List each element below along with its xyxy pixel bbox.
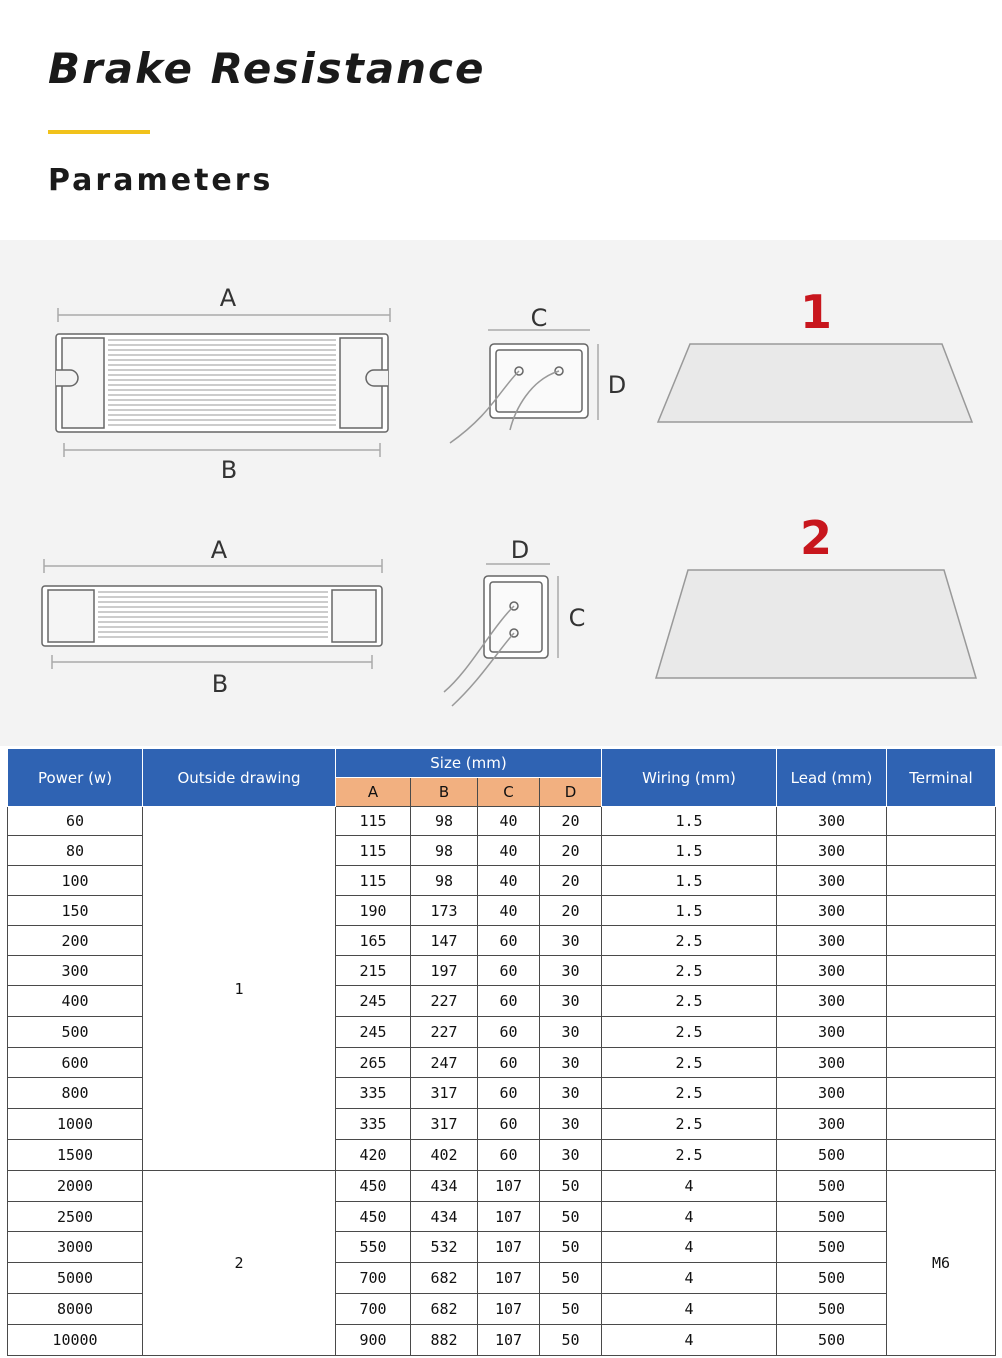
model-2-label-d: D xyxy=(510,536,530,564)
cell-lead: 300 xyxy=(777,956,887,986)
cell-power: 800 xyxy=(8,1078,143,1109)
header-lead: Lead (mm) xyxy=(777,749,887,807)
cell-terminal-empty xyxy=(887,836,996,866)
cell-outside-drawing: 2 xyxy=(143,1171,336,1356)
cell-power: 2000 xyxy=(8,1171,143,1202)
cell-terminal: M6 xyxy=(887,1171,996,1356)
model-1-end-view xyxy=(450,330,598,443)
cell-size-c: 107 xyxy=(478,1325,540,1356)
header-size-a: A xyxy=(336,778,411,807)
cell-size-a: 700 xyxy=(336,1294,411,1325)
cell-size-d: 50 xyxy=(540,1232,602,1263)
cell-wiring: 4 xyxy=(602,1232,777,1263)
cell-terminal-empty xyxy=(887,866,996,896)
header-wiring: Wiring (mm) xyxy=(602,749,777,807)
cell-size-d: 50 xyxy=(540,1263,602,1294)
model-2-number: 2 xyxy=(799,511,833,565)
cell-terminal-empty xyxy=(887,1048,996,1078)
cell-size-b: 197 xyxy=(411,956,478,986)
cell-wiring: 2.5 xyxy=(602,1078,777,1109)
cell-size-d: 50 xyxy=(540,1325,602,1356)
cell-power: 1000 xyxy=(8,1109,143,1140)
cell-wiring: 4 xyxy=(602,1171,777,1202)
model-1-label-a: A xyxy=(219,284,237,312)
cell-lead: 500 xyxy=(777,1294,887,1325)
cell-power: 1500 xyxy=(8,1140,143,1171)
page-title: Brake Resistance xyxy=(48,44,486,93)
cell-power: 100 xyxy=(8,866,143,896)
cell-wiring: 1.5 xyxy=(602,866,777,896)
cell-lead: 300 xyxy=(777,1109,887,1140)
cell-size-b: 532 xyxy=(411,1232,478,1263)
cell-power: 2500 xyxy=(8,1202,143,1232)
model-1-label-b: B xyxy=(220,456,238,484)
cell-power: 600 xyxy=(8,1048,143,1078)
parameters-table xyxy=(7,748,996,1356)
cell-wiring: 2.5 xyxy=(602,956,777,986)
cell-size-a: 335 xyxy=(336,1109,411,1140)
cell-wiring: 2.5 xyxy=(602,986,777,1017)
cell-size-a: 450 xyxy=(336,1171,411,1202)
cell-wiring: 4 xyxy=(602,1263,777,1294)
header-size-d: D xyxy=(540,778,602,807)
cell-wiring: 2.5 xyxy=(602,1140,777,1171)
cell-size-b: 147 xyxy=(411,926,478,956)
header-power: Power (w) xyxy=(8,749,143,807)
cell-terminal-empty xyxy=(887,1017,996,1048)
cell-lead: 300 xyxy=(777,1048,887,1078)
cell-size-a: 335 xyxy=(336,1078,411,1109)
cell-terminal-empty xyxy=(887,896,996,926)
cell-size-c: 60 xyxy=(478,1109,540,1140)
cell-lead: 300 xyxy=(777,986,887,1017)
cell-size-c: 60 xyxy=(478,1140,540,1171)
cell-size-b: 98 xyxy=(411,836,478,866)
cell-size-d: 30 xyxy=(540,1140,602,1171)
header-size-c: C xyxy=(478,778,540,807)
cell-power: 150 xyxy=(8,896,143,926)
cell-lead: 500 xyxy=(777,1325,887,1356)
cell-size-c: 107 xyxy=(478,1202,540,1232)
cell-size-b: 317 xyxy=(411,1109,478,1140)
cell-wiring: 4 xyxy=(602,1202,777,1232)
cell-size-b: 402 xyxy=(411,1140,478,1171)
cell-size-b: 317 xyxy=(411,1078,478,1109)
cell-wiring: 1.5 xyxy=(602,896,777,926)
cell-power: 80 xyxy=(8,836,143,866)
model-2-label-c: C xyxy=(568,604,586,632)
cell-lead: 500 xyxy=(777,1263,887,1294)
header-outside-drawing: Outside drawing xyxy=(143,749,336,807)
model-2-top-view xyxy=(42,559,382,669)
cell-size-d: 50 xyxy=(540,1202,602,1232)
cell-wiring: 2.5 xyxy=(602,926,777,956)
cell-size-b: 227 xyxy=(411,986,478,1017)
cell-wiring: 1.5 xyxy=(602,807,777,836)
cell-size-d: 30 xyxy=(540,1078,602,1109)
cell-size-d: 50 xyxy=(540,1171,602,1202)
cell-lead: 300 xyxy=(777,836,887,866)
cell-lead: 500 xyxy=(777,1232,887,1263)
cell-lead: 500 xyxy=(777,1202,887,1232)
cell-size-d: 30 xyxy=(540,956,602,986)
cell-size-c: 40 xyxy=(478,836,540,866)
cell-size-d: 30 xyxy=(540,1048,602,1078)
header-size: Size (mm) xyxy=(336,749,602,778)
dimension-drawings xyxy=(0,240,1002,746)
cell-size-a: 265 xyxy=(336,1048,411,1078)
cell-lead: 300 xyxy=(777,866,887,896)
cell-size-d: 30 xyxy=(540,1109,602,1140)
cell-size-b: 247 xyxy=(411,1048,478,1078)
cell-size-d: 20 xyxy=(540,807,602,836)
cell-size-b: 98 xyxy=(411,807,478,836)
cell-size-a: 700 xyxy=(336,1263,411,1294)
table-row xyxy=(8,1171,996,1202)
cell-size-a: 420 xyxy=(336,1140,411,1171)
cell-size-b: 882 xyxy=(411,1325,478,1356)
table-row xyxy=(8,807,996,836)
cell-size-d: 20 xyxy=(540,896,602,926)
cell-size-c: 40 xyxy=(478,896,540,926)
cell-terminal-empty xyxy=(887,1109,996,1140)
cell-power: 3000 xyxy=(8,1232,143,1263)
title-underline xyxy=(48,130,150,134)
cell-terminal-empty xyxy=(887,986,996,1017)
cell-power: 300 xyxy=(8,956,143,986)
cell-power: 5000 xyxy=(8,1263,143,1294)
model-2-label-a: A xyxy=(210,536,228,564)
cell-size-b: 98 xyxy=(411,866,478,896)
cell-size-d: 30 xyxy=(540,986,602,1017)
cell-size-b: 434 xyxy=(411,1202,478,1232)
header-size-b: B xyxy=(411,778,478,807)
cell-size-c: 60 xyxy=(478,1048,540,1078)
model-1-label-d: D xyxy=(607,371,627,399)
cell-size-c: 60 xyxy=(478,986,540,1017)
cell-size-c: 60 xyxy=(478,926,540,956)
model-2-photo xyxy=(656,570,976,678)
cell-size-c: 40 xyxy=(478,807,540,836)
cell-wiring: 4 xyxy=(602,1294,777,1325)
cell-size-b: 682 xyxy=(411,1263,478,1294)
cell-size-a: 190 xyxy=(336,896,411,926)
cell-size-b: 173 xyxy=(411,896,478,926)
model-2-end-view xyxy=(444,564,558,706)
cell-lead: 500 xyxy=(777,1140,887,1171)
cell-size-c: 107 xyxy=(478,1294,540,1325)
cell-power: 60 xyxy=(8,807,143,836)
cell-size-a: 215 xyxy=(336,956,411,986)
cell-size-c: 60 xyxy=(478,1078,540,1109)
cell-size-a: 165 xyxy=(336,926,411,956)
model-1-number: 1 xyxy=(799,285,833,339)
cell-power: 500 xyxy=(8,1017,143,1048)
cell-size-d: 20 xyxy=(540,866,602,896)
table-body xyxy=(8,807,996,1356)
cell-lead: 300 xyxy=(777,926,887,956)
cell-size-b: 434 xyxy=(411,1171,478,1202)
cell-size-a: 550 xyxy=(336,1232,411,1263)
cell-lead: 300 xyxy=(777,1078,887,1109)
cell-terminal-empty xyxy=(887,1140,996,1171)
cell-lead: 300 xyxy=(777,807,887,836)
model-1-label-c: C xyxy=(530,304,548,332)
cell-size-c: 40 xyxy=(478,866,540,896)
section-title: Parameters xyxy=(48,163,274,198)
cell-terminal-empty xyxy=(887,807,996,836)
cell-terminal-empty xyxy=(887,1078,996,1109)
cell-size-a: 245 xyxy=(336,986,411,1017)
cell-lead: 300 xyxy=(777,896,887,926)
model-1-top-view xyxy=(56,308,390,457)
cell-terminal-empty xyxy=(887,956,996,986)
cell-size-a: 245 xyxy=(336,1017,411,1048)
cell-wiring: 2.5 xyxy=(602,1048,777,1078)
cell-wiring: 4 xyxy=(602,1325,777,1356)
cell-size-a: 115 xyxy=(336,836,411,866)
cell-wiring: 1.5 xyxy=(602,836,777,866)
cell-outside-drawing: 1 xyxy=(143,807,336,1171)
cell-size-d: 30 xyxy=(540,1017,602,1048)
cell-size-c: 107 xyxy=(478,1171,540,1202)
header-terminal: Terminal xyxy=(887,749,996,807)
cell-size-c: 107 xyxy=(478,1232,540,1263)
cell-size-d: 30 xyxy=(540,926,602,956)
cell-wiring: 2.5 xyxy=(602,1109,777,1140)
cell-size-c: 107 xyxy=(478,1263,540,1294)
cell-size-c: 60 xyxy=(478,1017,540,1048)
cell-size-b: 682 xyxy=(411,1294,478,1325)
cell-power: 200 xyxy=(8,926,143,956)
cell-size-b: 227 xyxy=(411,1017,478,1048)
model-2-label-b: B xyxy=(211,670,229,698)
cell-size-a: 450 xyxy=(336,1202,411,1232)
cell-terminal-empty xyxy=(887,926,996,956)
cell-size-d: 20 xyxy=(540,836,602,866)
cell-size-a: 115 xyxy=(336,807,411,836)
cell-wiring: 2.5 xyxy=(602,1017,777,1048)
cell-size-a: 115 xyxy=(336,866,411,896)
model-1-photo xyxy=(658,344,972,422)
cell-size-c: 60 xyxy=(478,956,540,986)
cell-size-a: 900 xyxy=(336,1325,411,1356)
diagram-panel xyxy=(0,240,1002,746)
cell-lead: 300 xyxy=(777,1017,887,1048)
cell-lead: 500 xyxy=(777,1171,887,1202)
cell-power: 10000 xyxy=(8,1325,143,1356)
cell-size-d: 50 xyxy=(540,1294,602,1325)
cell-power: 400 xyxy=(8,986,143,1017)
cell-power: 8000 xyxy=(8,1294,143,1325)
